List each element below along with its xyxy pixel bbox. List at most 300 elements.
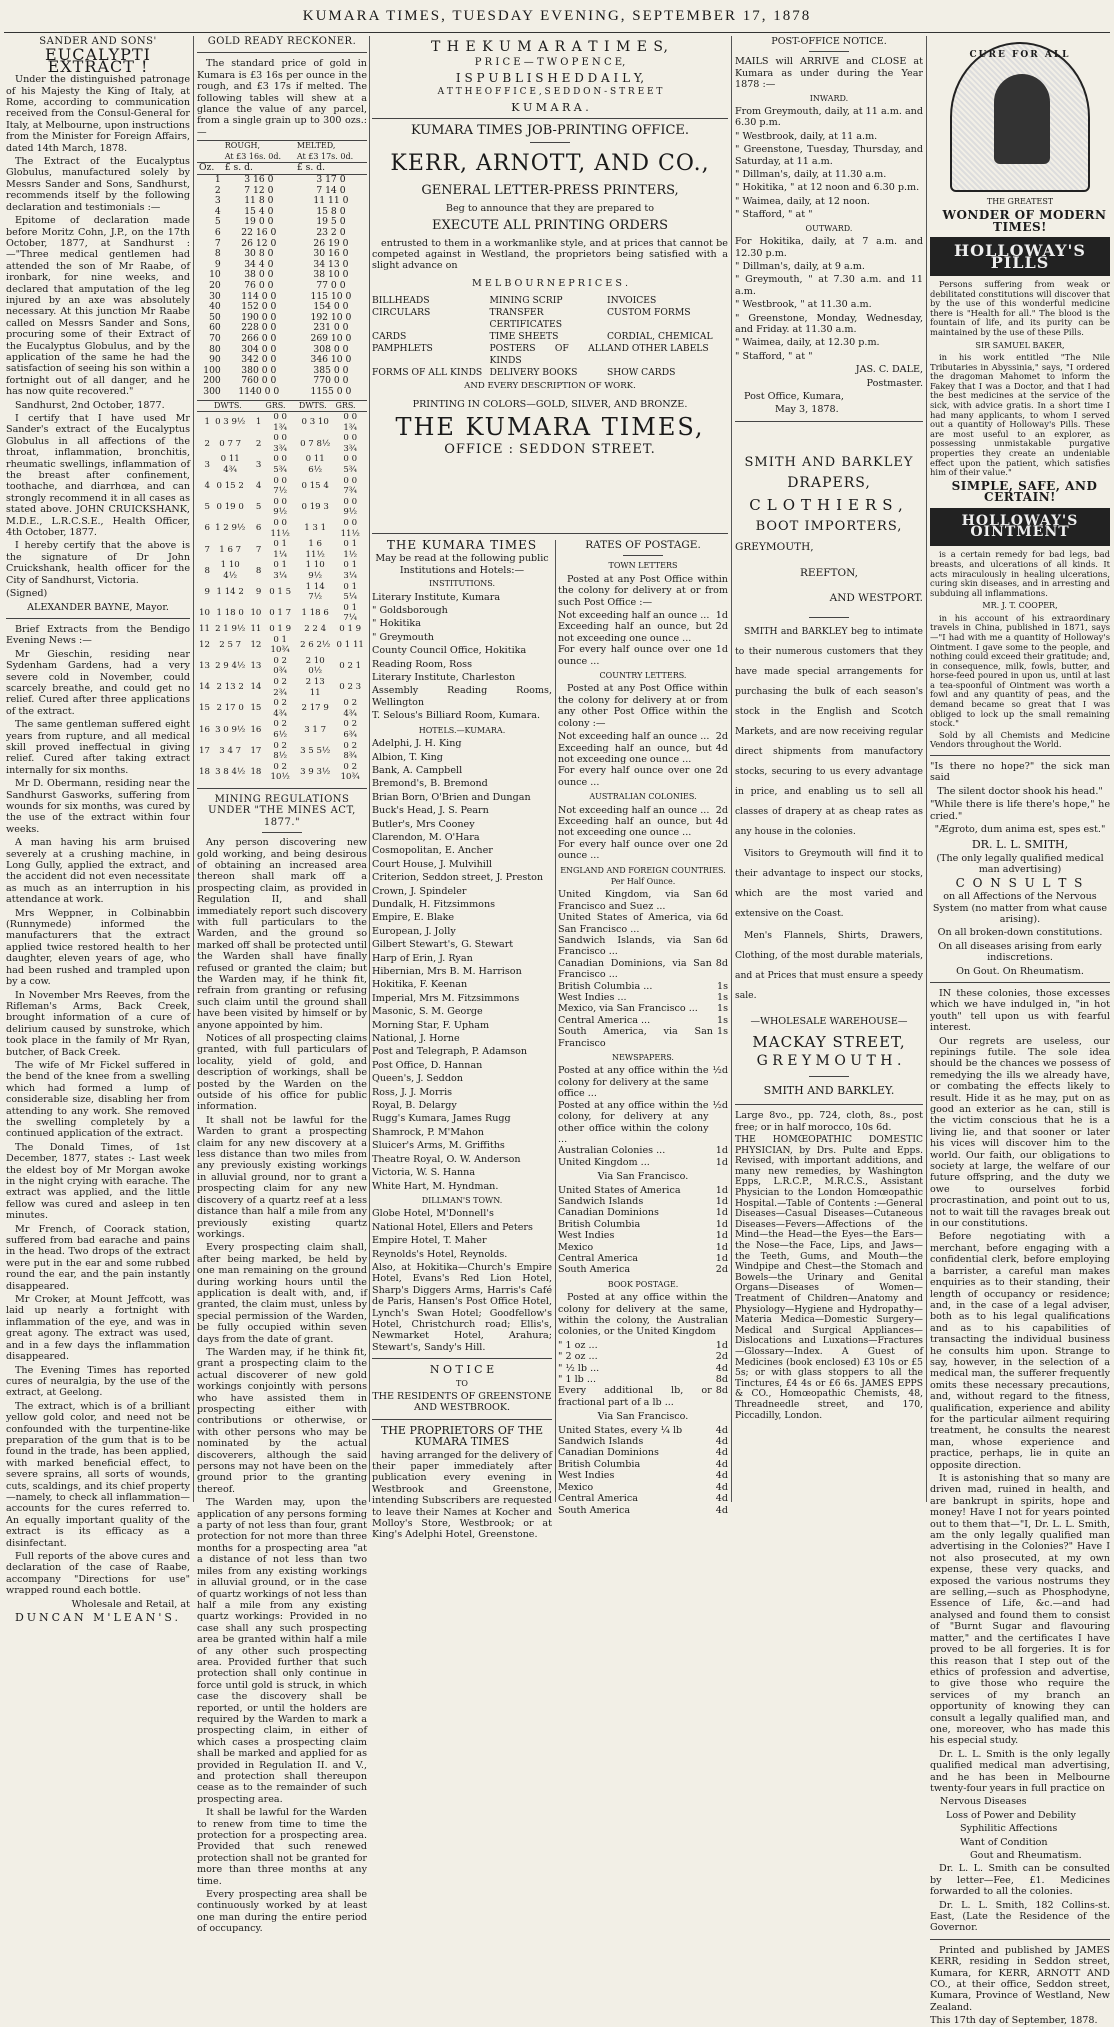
table-cell: 3 [255,459,262,470]
rate-value: 4d [715,1481,728,1493]
table-row [197,281,367,292]
warehouse-town: G R E Y M O U T H . [756,1053,902,1070]
rate-value: 1d [715,644,728,656]
table-cell: 3 [204,459,210,470]
warehouse-label: —WHOLESALE WAREHOUSE— [750,1015,908,1027]
paragraph: Mr Croker, at Mount Jeffcott, was laid up nearly a fortnight with inflammation of the eye, and was in great agony. The extract was used, and in a few days the inflammation disappeared. [6,1294,190,1363]
divider [197,788,367,789]
table-header: At £3 17s. 0d. [296,151,354,161]
paragraph: Epitome of declaration made before Moritz Cohn, J.P., on the 17th October, 1877, at Sandhurst :—"Three medical gentlemen had attended the son of Mr Raabe, of ironbark, for nine weeks, and declared that amputation of the leg injured by an axe was absolutely necessary. At this junction Mr Raabe called on Messrs Sander and Sons, procuring some of their Extract of the Eucalyptus Globulus, and by the application of the same he had the satisfaction of seeing his son within a fortnight out of all danger, and he has now quite recovered." [6,215,190,398]
rate-value: 1d [715,1218,728,1230]
divider [262,832,302,833]
table-cell: 34 13 0 [313,258,349,270]
paragraph: Wholesale and Retail, at [71,1598,190,1610]
table-cell: 100 [203,364,221,376]
print-service: SHOW CARDS [606,367,676,379]
subhead: TOWN LETTERS [608,561,678,571]
table-cell: 380 0 0 [241,364,277,376]
list-item: Clarendon, M. O'Hara [372,831,480,843]
table-cell: 114 0 0 [241,290,277,302]
table-cell: 0 2 4¾ [343,698,358,719]
table-cell: 2 1 9½ [215,623,246,634]
rate-value: 4d [715,1447,728,1459]
table-cell: 17 [199,745,210,756]
table-cell: 269 10 0 [310,332,352,344]
table-cell: 0 2 4¾ [273,698,288,719]
paragraph: THE HOMŒOPATHIC DOMESTIC PHYSICIAN, by Drs. Pulte and Epps. Revised, with important additions, and many new remedies, by Washington Epps, L.R.C.P., M.R.C.S., Assistant Physician to the London Homœopathic Hospital.—Table of Contents :—General Diseases—Casual Diseases—Cutaneous Diseases—Fevers—Affections of the Mind—the Head—the Eyes—the Ears—the Nose—the Face, Lips, and Jaws—the Teeth, Gums, and Mouth—the Windpipe and Chest—the Stomach and Bowels—the Urinary and Genital Organs—Diseases of Women—Treatment of Children—Anatomy and Physiology—Hygiene and Hydropathy—Materia Medica—Domestic Surgery—Medical and Surgical Appliances—Dislocations and Luxations—Fractures—Glossary—Index. A Guest of Medicines (book enclosed) £3 10s or £5 5s; or with glass stoppers to all the Tinctures, £4 4s or £6 6s. JAMES EPPS & CO., Homœopathic Chemists, 48, Threadneedle street, and 170, Piccadilly, London. [735,1134,923,1421]
paragraph: Every prospecting area shall be continuously worked by at least one man during the entire period of occupancy. [197,1889,367,1935]
rate-label: Sandwich Islands [558,1195,644,1207]
table-cell: 7 [204,544,210,555]
table-header: GRS. [335,400,356,410]
rate-label: Sandwich Islands [558,1436,644,1448]
table-cell: 231 0 0 [313,322,349,334]
paragraph: Any person discovering new gold working, and being desirous of obtaining an increased area thereon shall mark off a prospecting claim, as provided in Regulation II, and shall immediately report such discovery with full particulars to the Warden, and the ground so marked off shall be protected until the Warden shall have finally refused or granted the claim; but the Warden may, if he think fit, refrain from granting or refusing such claim until the ground shall have been visited by himself or by anyone appointed by him. [197,837,367,1031]
table-row [197,635,367,656]
rate-value: 1s [716,980,728,992]
subhead: ENGLAND AND FOREIGN COUNTRIES. Per Half Ounce. [560,865,726,886]
paragraph: The standard price of gold in Kumara is £3 16s per ounce in the rough, and £3 17s if melted. The following tables will shew at a glance the value of any parcel, from a single grain up to 300 ozs.:— [197,58,367,138]
list-item: " Waimea, daily, at 12.30 p.m. [735,337,880,349]
paragraph: Dr. L. L. Smith can be consulted by letter—Fee, £1. Medicines forwarded to all the colonies. [930,1863,1110,1898]
table-cell: 0 1 10¾ [270,634,290,656]
paper-office: A T T H E O F F I C E , S E D D O N - S T R E E T [437,87,663,98]
rate-label: Australian Colonies ... [558,1145,666,1157]
draper-town: AND WESTPORT. [829,592,923,605]
subhead: INWARD. [809,93,849,103]
table-row [197,454,367,475]
inward-mail-list [735,106,923,221]
table-cell: 0 1 1¼ [273,539,288,560]
rate-row [558,1100,728,1146]
rate-label: Central America ... [558,1014,651,1026]
rate-row [558,1493,728,1504]
paper-town: K U M A R A . [511,100,589,114]
print-service: CIRCULARS [372,307,431,319]
divider [930,755,1110,756]
table-cell: 60 [209,322,221,334]
table-row [197,476,367,497]
list-item: European, J. Jolly [372,925,456,937]
table-cell: 1 [214,174,221,186]
rate-row [558,1196,728,1207]
paragraph: The Donald Times, of 1st December, 1877, states :- Last week the eldest boy of Mr Morgan awoke in the night crying with earache. The extract was applied, and the little fellow was cured and asleep in ten minutes. [6,1141,190,1222]
paragraph: SMITH and BARKLEY beg to intimate to their numerous customers that they have made special arrangements for purchasing the bulk of each season's stock in the English and Scotch Markets, and are now receiving regular direct shipments from manufactory stocks, securing to us every advantage in price, and enabling us to sell all classes of drapery at as cheap rates as any house in the colonies. [735,625,923,837]
divider [372,533,728,534]
rate-list [558,1340,728,1408]
column-printing-office [372,36,728,538]
divider [809,617,849,618]
table-cell: 1 18 0 [216,608,244,619]
table-cell: 50 [209,311,221,323]
table-cell: 0 1 3¼ [343,560,358,581]
table-cell: 0 1 7¼ [343,602,358,624]
divider [372,118,728,119]
table-header: DWTS. [213,400,242,410]
subhead: NEWSPAPERS. [612,1053,674,1063]
rate-value: 4d [715,742,728,754]
table-cell: 2 13 2 [216,682,244,693]
rate-value: 2d [715,765,728,777]
rate-row [558,981,728,992]
rate-row [558,1374,728,1385]
table-cell: 346 10 0 [310,354,352,366]
paragraph: Posted at any office within the colony for delivery at the same, within the colony, the Australian colonies, or the United Kingdom [558,1292,728,1338]
table-cell: 3 17 0 [316,174,346,186]
column-gold-reckoner [197,36,367,1935]
paragraph: Notices of all prospecting claims granted, with full particulars of locality, yield of gold, and description of workings, shall be posted by the Warden on the outside of his office for public information. [197,1033,367,1113]
paragraph: Beg to announce that they are prepared to [445,202,655,214]
table-cell: 12 [199,639,210,650]
rate-label: Mexico, via San Francisco ... [558,1003,698,1015]
divider [735,1104,923,1105]
table-cell: 19 5 0 [316,216,346,228]
table-cell: 22 16 0 [241,227,277,238]
column-post-office-drapers [735,36,923,1502]
rate-list [558,610,728,667]
divider [197,52,367,53]
list-item: Ross, J. J. Morris [372,1086,453,1098]
table-cell: 1140 0 0 [238,385,280,397]
ailment: Want of Condition [960,1836,1048,1848]
table-row [197,624,367,635]
table-cell: 9 [214,258,221,270]
table-cell: 30 16 0 [313,248,349,260]
table-cell: 2 17 0 [216,703,244,714]
rate-label: Mexico [558,1481,594,1493]
list-item: Crown, J. Spindeler [372,885,467,897]
table-cell: 2 [204,438,210,449]
table-cell: 3 1 7 [304,724,327,735]
rate-row [558,1185,728,1196]
rate-label: South America, via San Francisco [558,1026,713,1049]
subhead: SIR SAMUEL BAKER, [975,340,1065,350]
table-cell: 0 2 6½ [273,719,288,740]
table-cell: 40 [209,301,221,313]
table-cell: 0 0 11½ [340,518,360,539]
table-cell: 26 19 0 [313,237,349,249]
notice-to: TO [456,1378,468,1388]
table-cell: 70 [209,332,221,344]
outward-mail-list [735,236,923,362]
table-cell: 0 7 8½ [300,438,331,449]
rate-value: 8d [715,1374,728,1386]
section-title: THE KUMARA TIMES [386,538,538,552]
table-cell: 3 4 7 [219,745,242,756]
table-cell: 0 0 1¾ [343,412,358,433]
list-item: Adelphi, J. H. King [372,738,462,750]
table-cell: 6 [214,227,221,238]
rate-value: ½d [712,1065,728,1077]
list-item: " Stafford, " at " [735,209,813,221]
rate-row [558,1219,728,1230]
paragraph: Sandhurst, 2nd October, 1877. [15,399,165,411]
rate-value: 4d [715,1470,728,1482]
table-cell: 3 5 5½ [300,745,331,756]
rate-row [558,839,728,862]
rate-row [558,1505,728,1516]
rate-label: Canadian Dominions [558,1207,659,1219]
table-cell: 1 14 2 [216,586,244,597]
rate-value: 8d [715,957,728,969]
table-cell: 1 3 1 [304,523,327,534]
list-item: " Greymouth [372,631,434,643]
print-service: PAMPHLETS [372,343,433,355]
table-cell: 0 15 2 [216,480,244,491]
table-cell: 8 [214,248,221,260]
table-cell: 20 [209,279,221,291]
paragraph: Mr French, of Coorack station, suffered from bad earache and pains in the head. Two drops of the extract were put in the ear and some rubbed round the ear, and the pain instantly disappeared. [6,1223,190,1292]
subhead: DILLMAN'S TOWN. [421,1195,503,1205]
dillmans-list [372,1208,552,1260]
table-cell: 16 [199,724,210,735]
rate-label: For every half ounce over one ounce ... [558,838,712,862]
table-cell: 4 [214,205,221,217]
table-cell: 2 5 7 [219,639,242,650]
draper-trade: DRAPERS, [787,475,871,492]
table-cell: 190 0 0 [241,311,277,323]
table-cell: 14 [199,682,210,693]
subhead: MR. J. T. COOPER, [982,601,1058,611]
table-cell: 13 [199,661,210,672]
rate-label: United States of America [558,1184,681,1196]
table-cell: 5 [255,502,262,513]
list-item: " Westbrook, " at 11.30 a.m. [735,299,872,311]
list-item: " Greymouth, " at 7.30 a.m. and 11 a.m. [735,274,923,297]
paragraph: Dr. L. L. Smith, 182 Collins-st. East, (Late the Residence of the Governor. [930,1899,1110,1934]
table-cell: 1 18 6 [301,608,329,619]
table-cell: 1 10 4½ [220,560,240,581]
list-item: " Hokitika [372,618,421,630]
table-cell: 0 0 5¾ [273,454,288,476]
list-item: Literary Institute, Charleston [372,672,516,684]
paragraph: Large 8vo., pp. 724, cloth, 8s., post free; or in half morocco, 10s 6d. [735,1110,923,1133]
paragraph: Persons suffering from weak or debilitated constitutions will discover that by the use of this wonderful medicine there is "Health for all." The blood is the fountain of life, and its purity can be maintained by the use of these Pills. [930,279,1110,337]
table-row [197,518,367,539]
paragraph: Mr Gieschin, residing near Sydenham Gardens, had a very severe cold in November, could scarcely breathe, and could get no relief. Cured after three applications of the extract. [6,648,190,717]
rate-value: 1d [715,1339,728,1351]
column-rule [369,36,370,1502]
subhead: HOTELS.—KUMARA. [418,725,506,735]
rate-row [558,912,728,935]
table-cell: 80 [209,343,221,355]
rate-label: Posted at any office within the colony, for delivery at any other office within the colony ... [558,1099,709,1145]
list-item: White Hart, M. Hyndman. [372,1180,499,1192]
paragraph: in his work entitled "The Nile Tributaries in Abyssinia," says, "I ordered the dragoman Mahomet to inform the Fakey that I was a Doctor, and that I had the best medicines at the service of the sick, with advice gratis. In a short time I had many applicants, to whom I served out a quantity of Holloway's Pills. These are most useful to an explorer, as possessing unmistakable purgative properties they create an undeniable effect upon the patient, which satisfies him of their value." [930,352,1110,478]
rate-label: Not exceeding half an ounce ... [558,804,710,816]
rate-row [558,1230,728,1241]
rate-label: " 1 lb ... [558,1374,597,1386]
table-cell: 77 0 0 [316,279,346,291]
column-postage-rates [558,539,728,1516]
imprint-date: This 17th day of September, 1878. [930,2015,1098,2027]
rate-label: Central America [558,1493,638,1505]
paragraph: Mr D. Obermann, residing near the Sandhurst Gasworks, suffering from wounds for six months, was cured by the use of the extract within four weeks. [6,778,190,835]
section-title: GOLD READY RECKONER. [207,36,357,47]
rate-label: West Indies [558,1470,615,1482]
list-item: Dundalk, H. Fitzsimmons [372,898,496,910]
rate-label: West Indies [558,1230,615,1242]
print-service: MINING SCRIP [489,295,563,307]
table-cell: 0 1 11 [336,639,364,650]
rate-value: 8d [715,1385,728,1397]
rate-row [558,610,728,621]
table-cell: 90 [209,354,221,366]
rate-value: 2d [715,804,728,816]
rate-row [558,1242,728,1253]
table-cell: 76 0 0 [244,279,274,291]
paragraph: The Evening Times has reported cures of neuralgia, by the use of the extract, at Geelong. [6,1364,190,1399]
table-cell: 0 19 0 [216,502,244,513]
verse: The silent doctor shook his head." [937,785,1103,797]
rate-label: Canadian Dominions, via San Francisco ... [558,957,712,981]
list-item: County Council Office, Hokitika [372,645,527,657]
paragraph: MAILS will ARRIVE and CLOSE at Kumara as under during the Year 1878 :— [735,56,923,91]
list-item: Reynolds's Hotel, Reynolds. [372,1248,508,1260]
rate-row [558,1065,728,1099]
paragraph: Sold by all Chemists and Medicine Vendors throughout the World. [930,729,1110,750]
table-cell: 3 [214,195,221,207]
list-item: Assembly Reading Rooms, Wellington [372,685,552,708]
holloways-pills-banner: HOLLOWAY'S PILLS [930,237,1110,276]
masthead-rule [4,32,1110,33]
rate-label: " ½ lb ... [558,1362,600,1374]
table-row [197,175,367,186]
rate-value: 4d [715,1493,728,1505]
table-row [197,497,367,518]
table-cell: 760 0 0 [241,375,277,387]
list-item: National, J. Horne [372,1033,460,1045]
paragraph: I certify that I have used Mr Sander's extract of the Eucalyptus Globulus in all affections of the throat, inflammation, bronchitis, rheumatic swellings, inflammation of the breast after confinement, toothache, and diarrhœa, and can strongly recommend it in all cases as stated above. JOHN CRUICKSHANK, M.D.E., L.R.C.S.E., Health Officer, 4th October, 1877. [6,413,190,539]
table-row [197,677,367,698]
table-cell: 4 [255,480,262,491]
rate-label: United States, every ¼ lb [558,1424,683,1436]
table-cell: 1 6 11½ [305,539,325,560]
ailment: Loss of Power and Debility [946,1809,1076,1821]
list-item: Morning Star, F. Upham [372,1019,490,1031]
subhead: BOOK POSTAGE. [607,1279,679,1289]
table-cell: 3 16 0 [244,174,274,186]
table-header: GRS. [265,400,286,410]
print-service: BILLHEADS [372,295,430,307]
rate-label: United States of America, via San Francisco ... [558,912,712,935]
table-cell: 13 [250,661,262,672]
list-item: " Greenstone, Tuesday, Thursday, and Saturday, at 11 a.m. [735,144,923,167]
table-header: £ s. d. [224,162,253,174]
list-item: " Dillman's, daily, at 11.30 a.m. [735,169,887,181]
table-row [197,762,367,783]
rate-label: Every additional lb, or fractional part of a lb ... [558,1385,712,1408]
rate-value: 2d [715,731,728,743]
list-item: Butler's, Mrs Cooney [372,818,475,830]
rate-value: 1s [716,992,728,1004]
rate-label: United Kingdom ... [558,1156,650,1168]
table-cell: 0 2 10¾ [340,761,360,783]
rate-label: British Columbia [558,1458,641,1470]
list-item: Masonic, S. M. George [372,1006,483,1018]
paragraph: in his account of his extraordinary travels in China, published in 1871, says—"I had with me a quantity of Holloway's Ointment. I gave some to the people, and nothing could exceed their gratitude; and, in consequence, milk, fowls, butter, and horse-feed poured in upon us, until at last a tea-spoonful of Ointment was worth a fowl and any quantity of peas, and the demand became so great that I was obliged to lock up the small remaining stock." [930,612,1110,729]
table-cell: 23 2 0 [316,227,346,238]
table-cell: 12 [250,639,262,650]
table-cell: 1155 0 0 [310,385,352,397]
table-cell: 5 [204,502,210,513]
list-item: " Greenstone, Monday, Wednesday, and Friday. at 11.30 a.m. [735,312,923,335]
print-service: INVOICES [606,295,657,307]
table-cell: 11 8 0 [244,195,274,207]
doctor-name: DR. L. L. SMITH, [971,838,1069,852]
allegorical-figure-icon [994,74,1050,164]
table-cell: 0 0 1¾ [273,412,288,433]
rate-row [558,992,728,1003]
list-item: Empire, E. Blake [372,912,455,924]
firm-trade: GENERAL LETTER-PRESS PRINTERS, [421,183,679,199]
paragraph: I hereby certify that the above is the signature of Dr John Cruickshank, health officer for the City of Sandhurst, Victoria. [6,540,190,586]
rate-row [558,958,728,981]
rate-row [558,1340,728,1351]
table-cell: 0 2 10½ [270,761,290,783]
rate-row [558,1470,728,1481]
rate-row [558,765,728,788]
paper-title: T H E K U M A R A T I M E S, [431,39,669,55]
rate-label: Not exceeding half an ounce ... [558,731,710,743]
rate-row [558,935,728,958]
list-item: " Dillman's, daily, at 9 a.m. [735,260,865,272]
table-header: MELTED, [296,141,336,151]
table-row [197,719,367,740]
rate-value: 4d [715,1362,728,1374]
paragraph: The extract, which is of a brilliant yellow gold color, and need not be confounded with the turpentine-like preparation of the gum that is to be found in the trade, has been applied, with marked beneficial effect, to severe sprains, all sorts of wounds, cuts, scaldings, and its chief property—namely, to check all inflammation—accounts for the cures referred to. An equally important quality of the extract is its efficacy as a disinfectant. [6,1400,190,1549]
paragraph: A man having his arm bruised severely at a crushing machine, in Long Gully, applied the extract, and the accident did not even necessitate as much as an interruption in his attendance at work. [6,837,190,906]
column-rule [555,540,556,1502]
paper-price: P R I C E — T W O P E N C E, [474,57,626,69]
table-cell: 308 0 0 [313,343,349,355]
list-item: National Hotel, Ellers and Peters [372,1221,533,1233]
section-title: RATES OF POSTAGE. [585,539,701,551]
paragraph: The same gentleman suffered eight years from rupture, and all medical skill proved ineffectual in giving relief. Cured after taking extract internally for six months. [6,719,190,776]
advert-title: EUCALYPTI EXTRACT ! [45,45,151,76]
table-cell: 9 [204,586,210,597]
table-cell: 1 6 7 [219,544,242,555]
rate-value: 2d [715,838,728,850]
table-cell: 192 10 0 [310,311,352,323]
gold-table-dwts [197,400,367,783]
signature-title: Postmaster. [866,377,923,389]
rate-row [558,1459,728,1470]
paragraph: It shall be lawful for the Warden to renew from time to time the protection for a prospecting area. Provided that such renewed protection shall not be granted for more than three months at any time. [197,1807,367,1887]
rate-label: " 1 oz ... [558,1339,598,1351]
table-cell: 2 9 4½ [215,661,246,672]
holloways-ointment-banner: HOLLOWAY'S OINTMENT [930,508,1110,547]
headline: WONDER OF MODERN TIMES! [942,208,1107,234]
subhead: Via San Francisco. [597,1411,689,1423]
rate-value: 2d [715,621,728,633]
imprint: Printed and published by JAMES KERR, residing in Seddon street, Kumara, for KERR, ARNOTT AND CO., at their office, Seddon street, Kumara, Province of Westland, New Zealand. [930,1944,1110,2013]
paragraph: Mrs Weppner, in Colbinabbin (Runnymede) informed the manufacturers that the extract applied twice restored health to her daughter, eleven years of age, who had been rushed and trampled upon by a cow. [6,907,190,988]
table-cell: 30 [209,290,221,302]
list-item: Globe Hotel, M'Donnell's [372,1208,494,1220]
table-cell: 266 0 0 [241,332,277,344]
rate-row [558,621,728,644]
rate-label: Sandwich Islands, via San Francisco ... [558,935,712,958]
print-service: AND OTHER LABELS [606,343,709,355]
rate-value: 4d [715,1458,728,1470]
rate-row [558,1351,728,1362]
paragraph: It shall not be lawful for the Warden to grant a prospecting claim for any new discovery at a less distance than two miles from any previously existing workings in alluvial ground, nor to grant a prospecting claim for any new discovery of a quartz reef at a less distance than half a mile from any previously existing quartz workings. [197,1114,367,1240]
rate-label: South America [558,1504,631,1516]
rate-label: Exceeding half an ounce, but not exceeding one ounce ... [558,742,712,765]
table-cell: 9 [255,586,262,597]
list-item: " Goldsborough [372,605,448,617]
